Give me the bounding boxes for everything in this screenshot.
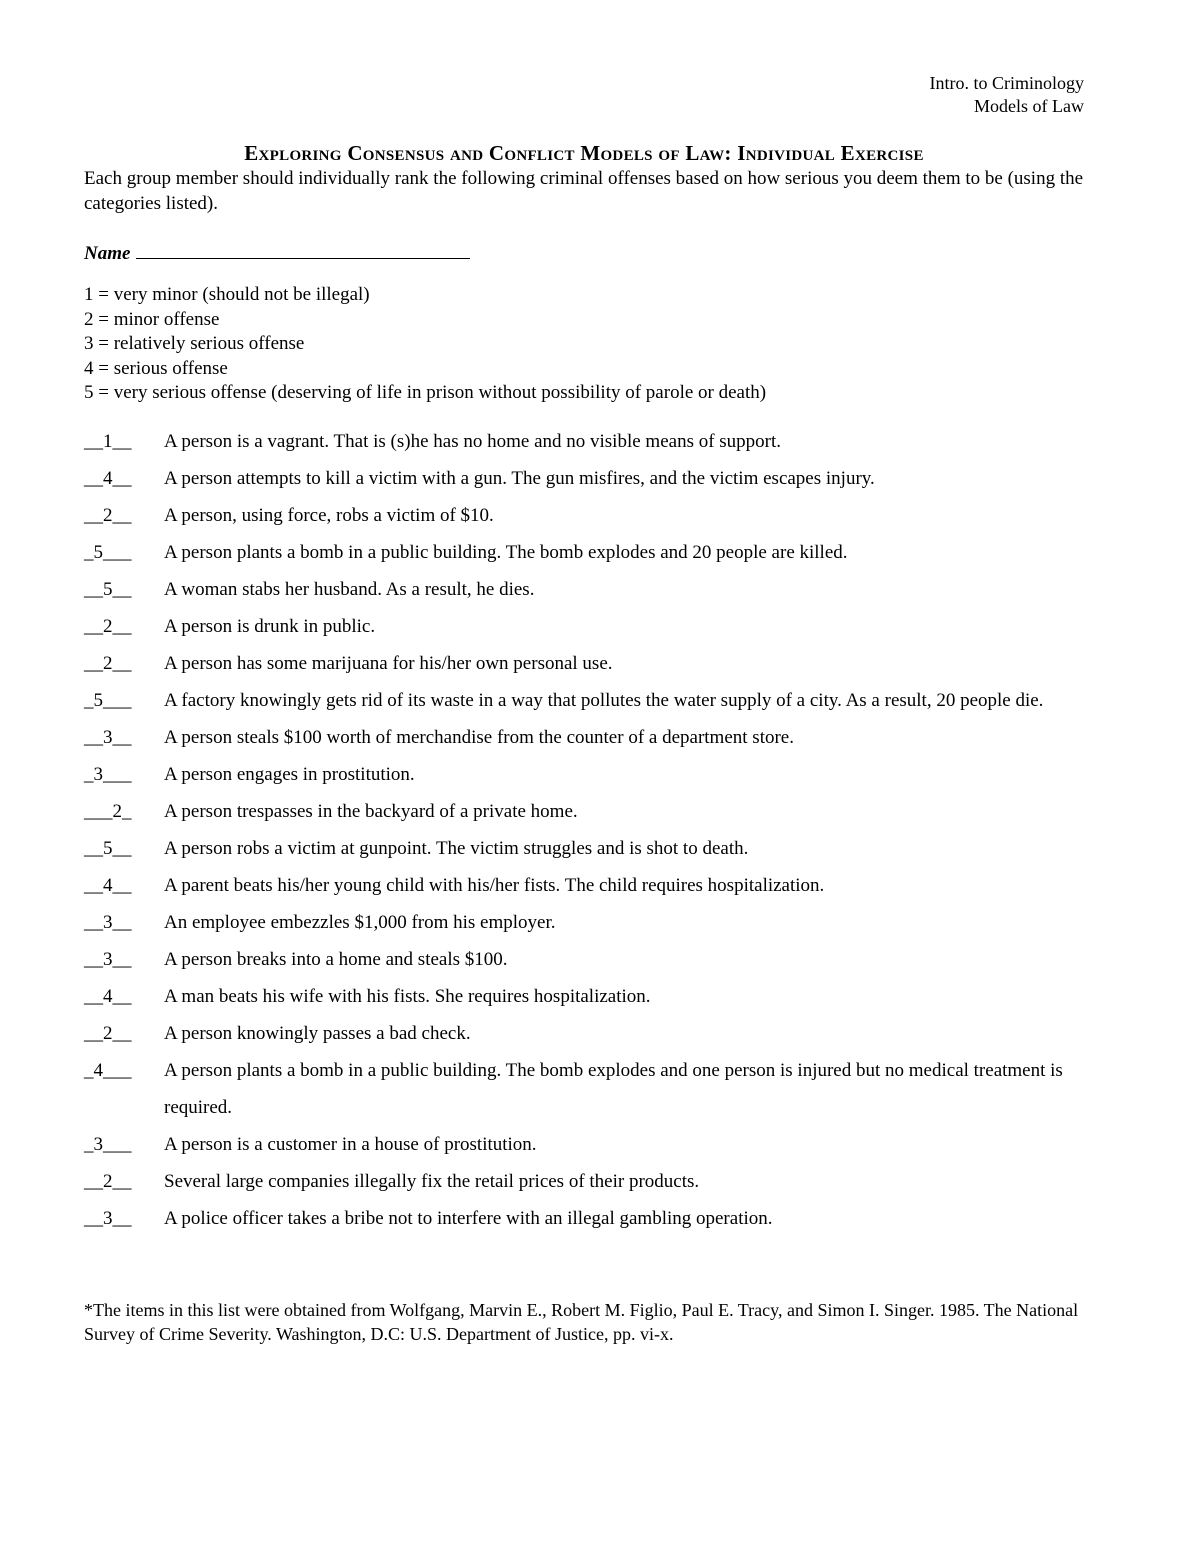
offense-rank: __2__ bbox=[84, 505, 132, 526]
course-topic: Models of Law bbox=[974, 96, 1084, 116]
offense-description: A parent beats his/her young child with his/her fists. The child requires hospitalization. bbox=[164, 875, 825, 896]
scale-item: 4 = serious offense bbox=[84, 357, 228, 379]
offense-rank: __3__ bbox=[84, 1208, 132, 1229]
offense-rank: ___2_ bbox=[84, 801, 132, 822]
offense-item bbox=[84, 830, 1104, 867]
offense-description: A woman stabs her husband. As a result, he dies. bbox=[164, 579, 535, 600]
offense-description: A person knowingly passes a bad check. bbox=[164, 1023, 471, 1044]
rating-scale bbox=[84, 283, 766, 406]
offense-description: A police officer takes a bribe not to interfere with an illegal gambling operation. bbox=[164, 1208, 773, 1229]
offense-list bbox=[84, 423, 1104, 1237]
offense-rank: __2__ bbox=[84, 1171, 132, 1192]
offense-rank: _3___ bbox=[84, 1134, 132, 1155]
offense-item bbox=[84, 1200, 1104, 1237]
offense-item bbox=[84, 1052, 1104, 1126]
offense-description: A person engages in prostitution. bbox=[164, 764, 415, 785]
offense-item bbox=[84, 793, 1104, 830]
scale-item: 3 = relatively serious offense bbox=[84, 333, 305, 354]
offense-rank: __3__ bbox=[84, 949, 132, 970]
scale-item: 2 = minor offense bbox=[84, 308, 220, 330]
offense-rank: _5___ bbox=[84, 542, 132, 563]
offense-rank: __4__ bbox=[84, 986, 132, 1007]
offense-rank: _5___ bbox=[84, 690, 132, 711]
offense-description: An employee embezzles $1,000 from his employer. bbox=[164, 912, 556, 933]
offense-item bbox=[84, 978, 1104, 1015]
offense-rank: __2__ bbox=[84, 1023, 132, 1044]
offense-description: A person steals $100 worth of merchandise from the counter of a department store. bbox=[164, 727, 794, 748]
course-name: Intro. to Criminology bbox=[929, 73, 1084, 93]
offense-item bbox=[84, 423, 1104, 460]
offense-description: A person plants a bomb in a public building. The bomb explodes and one person is injured but no medical treatment is required. bbox=[164, 1060, 1063, 1118]
offense-item bbox=[84, 645, 1104, 682]
offense-rank: __4__ bbox=[84, 875, 132, 896]
offense-item bbox=[84, 1163, 1104, 1200]
offense-item bbox=[84, 1015, 1104, 1052]
offense-rank: _4___ bbox=[84, 1060, 132, 1081]
instructions-text: Each group member should individually rank the following criminal offenses based on how serious you deem them to be (using the categories listed). bbox=[84, 168, 1084, 214]
name-field bbox=[84, 240, 470, 266]
offense-item bbox=[84, 941, 1104, 978]
offense-item bbox=[84, 534, 1104, 571]
offense-description: A man beats his wife with his fists. She requires hospitalization. bbox=[164, 986, 651, 1007]
offense-rank: __5__ bbox=[84, 838, 132, 859]
offense-item bbox=[84, 460, 1104, 497]
offense-description: A person trespasses in the backyard of a private home. bbox=[164, 801, 578, 822]
offense-description: A person breaks into a home and steals $100. bbox=[164, 949, 508, 970]
citation-footnote: *The items in this list were obtained from Wolfgang, Marvin E., Robert M. Figlio, Paul E. Tracy, and Simon I. Singer. 1985. The National Survey of Crime Severity. Washington, D.C: U.S. Department of Justice, pp. vi-x. bbox=[84, 1300, 1079, 1344]
scale-item: 1 = very minor (should not be illegal) bbox=[84, 284, 370, 305]
offense-item bbox=[84, 756, 1104, 793]
offense-description: Several large companies illegally fix the retail prices of their products. bbox=[164, 1171, 700, 1192]
offense-rank: __4__ bbox=[84, 468, 132, 489]
offense-description: A person is a customer in a house of prostitution. bbox=[164, 1134, 537, 1155]
offense-item bbox=[84, 904, 1104, 941]
offense-description: A person attempts to kill a victim with a gun. The gun misfires, and the victim escapes injury. bbox=[164, 468, 875, 489]
offense-description: A person is a vagrant. That is (s)he has no home and no visible means of support. bbox=[164, 431, 782, 452]
document-title: Exploring Consensus and Conflict Models of Law: Individual Exercise bbox=[244, 141, 924, 165]
course-header bbox=[930, 72, 1085, 118]
offense-item bbox=[84, 867, 1104, 904]
name-blank-line bbox=[136, 240, 470, 259]
offense-rank: _3___ bbox=[84, 764, 132, 785]
offense-item bbox=[84, 497, 1104, 534]
name-label: Name bbox=[84, 243, 131, 264]
offense-item bbox=[84, 608, 1104, 645]
offense-rank: __5__ bbox=[84, 579, 132, 600]
scale-item: 5 = very serious offense (deserving of life in prison without possibility of parole or death) bbox=[84, 382, 767, 403]
offense-item bbox=[84, 1126, 1104, 1163]
offense-description: A factory knowingly gets rid of its waste in a way that pollutes the water supply of a city. As a result, 20 people die. bbox=[164, 690, 1044, 711]
offense-description: A person robs a victim at gunpoint. The victim struggles and is shot to death. bbox=[164, 838, 749, 859]
offense-description: A person plants a bomb in a public building. The bomb explodes and 20 people are killed. bbox=[164, 542, 848, 563]
offense-rank: __3__ bbox=[84, 727, 132, 748]
offense-rank: __1__ bbox=[84, 431, 132, 452]
offense-rank: __2__ bbox=[84, 616, 132, 637]
offense-item bbox=[84, 571, 1104, 608]
offense-item bbox=[84, 682, 1104, 719]
offense-description: A person has some marijuana for his/her own personal use. bbox=[164, 653, 613, 674]
offense-description: A person, using force, robs a victim of $10. bbox=[164, 505, 494, 526]
offense-rank: __2__ bbox=[84, 653, 132, 674]
offense-item bbox=[84, 719, 1104, 756]
offense-rank: __3__ bbox=[84, 912, 132, 933]
offense-description: A person is drunk in public. bbox=[164, 616, 376, 637]
